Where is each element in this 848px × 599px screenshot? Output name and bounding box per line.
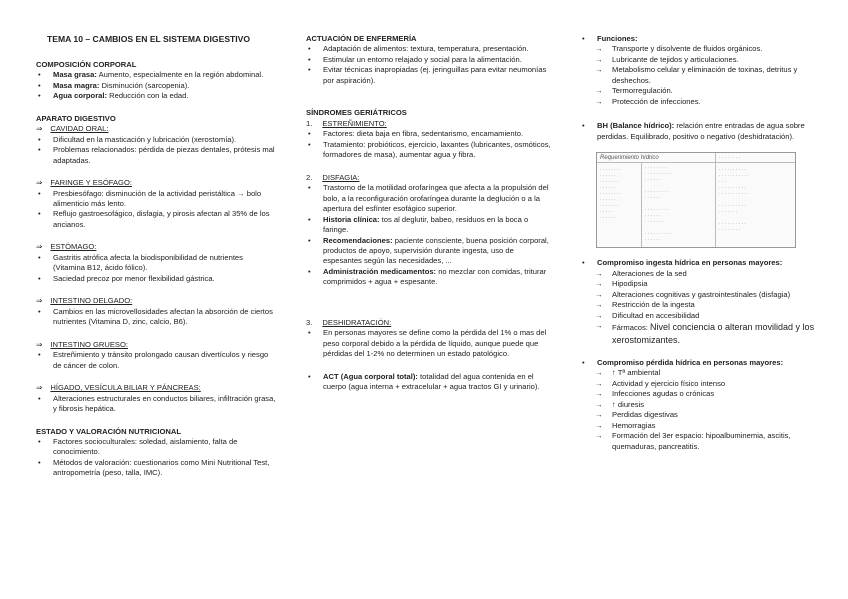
item-key: Administración medicamentos: — [323, 266, 437, 276]
list-item: • Adaptación de alimentos: textura, temperatura, presentación. — [306, 44, 554, 54]
list-item — [306, 267, 554, 288]
section-composicion — [36, 60, 276, 102]
subheading-text: CAVIDAD ORAL: — [50, 124, 109, 134]
list-item: → Actividad y ejercicio físico intenso — [595, 379, 820, 389]
requerimiento-hidrico-table-image — [596, 152, 796, 248]
list-item — [306, 236, 554, 267]
list-item: • Gastritis atrófica afecta la biodisponibilidad de nutrientes (Vitamina B12, ácido fólico). — [36, 253, 276, 274]
list-item: • Presbiesófago: disminución de la actividad peristáltica → bolo alimenticio más lento. — [36, 189, 276, 210]
item-key: Masa magra: — [53, 80, 100, 90]
list-item: • Trastorno de la motilidad orofaríngea que afecta a la propulsión del bolo, a la reconfiguración orofaríngea durante la deglución o a la apertura del esfínter esofágico superior. — [306, 183, 554, 214]
section-perdida — [580, 358, 820, 452]
table-rule — [641, 162, 642, 247]
implies-icon: ⇒ — [36, 383, 43, 393]
section-ingesta — [580, 258, 820, 346]
heading-composicion: COMPOSICIÓN CORPORAL — [36, 59, 137, 69]
implies-icon: ⇒ — [36, 242, 43, 252]
list-item: • Dificultad en la masticación y lubricación (xerostomía). — [36, 135, 276, 145]
section-estomago — [36, 242, 276, 284]
list-item: → Transporte y disolvente de fluidos orgánicos. — [595, 44, 820, 54]
list-item: → Alteraciones de la sed — [595, 269, 820, 279]
heading-text: ESTREÑIMIENTO: — [322, 118, 387, 128]
list-item — [580, 258, 820, 268]
list-item: • Saciedad precoz por menor flexibilidad gástrica. — [36, 274, 276, 284]
list-item: • Estreñimiento y tránsito prolongado causan divertículos y riesgo de cáncer de colon. — [36, 350, 276, 371]
column-2 — [306, 34, 554, 405]
item-value: Disminución (sarcopenia). — [99, 80, 190, 90]
list-item: → ↑ diuresis — [595, 400, 820, 410]
item-key: Compromiso ingesta hídrica en personas mayores: — [597, 258, 783, 268]
list-item: • Cambios en las microvellosidades afectan la absorción de ciertos nutrientes (Vitamina D, zinc, calcio, B6). — [36, 307, 276, 328]
list-item: → Dificultad en accesibilidad — [595, 311, 820, 321]
item-key: Masa grasa: — [53, 70, 97, 80]
table-caption: Requerimiento hídrico — [600, 155, 659, 162]
list-item: • Problemas relacionados: pérdida de piezas dentales, prótesis mal adaptadas. — [36, 145, 276, 166]
item-value: totalidad del agua contenida en el cuerpo (agua interna + extracelular + agua tractos GI y urinario). — [323, 371, 540, 392]
item-value: tos al deglutir, babeo, residuos en la boca o faringe. — [323, 214, 529, 235]
list-item — [306, 372, 554, 393]
section-faringe — [36, 178, 276, 230]
column-3 — [580, 34, 820, 464]
subheading-estomago — [36, 242, 276, 252]
subheading-text: INTESTINO DELGADO: — [50, 296, 133, 306]
page-title: TEMA 10 – CAMBIOS EN EL SISTEMA DIGESTIVO — [47, 34, 251, 44]
implies-icon: ⇒ — [36, 296, 43, 306]
list-item: → Infecciones agudas o crónicas — [595, 389, 820, 399]
subheading-text: FARINGE Y ESÓFAGO: — [50, 178, 132, 188]
list-item: • Tratamiento: probióticos, ejercicio, laxantes (lubricantes, osmóticos, formadores de masa), aumentar agua y fibra. — [306, 140, 554, 161]
subheading-text: HÍGADO, VESÍCULA BILIAR Y PÁNCREAS: — [50, 383, 201, 393]
item-key: Funciones: — [597, 34, 638, 43]
numbered-heading — [306, 173, 554, 183]
item-value: relación entre entradas de agua sobre perdidas. Equilibrado, positivo o negativo (deshidratación). — [597, 121, 805, 141]
list-item — [36, 91, 276, 101]
list-item: → Hemorragias — [595, 421, 820, 431]
subheading-grueso — [36, 340, 276, 350]
item-key: Compromiso pérdida hídrica en personas mayores: — [597, 357, 784, 367]
heading-number: 2. — [306, 172, 313, 182]
section-higado — [36, 383, 276, 414]
list-item: • Alteraciones estructurales en conductos biliares, infiltración grasa, y fibrosis hepática. — [36, 394, 276, 415]
heading-number: 1. — [306, 118, 313, 128]
item-value: Nivel conciencia o alteran movilidad y los xerostomizantes. — [612, 322, 815, 345]
list-item: • Evitar técnicas inapropiadas (ej. jeringuillas para evitar neumonías por aspiración). — [306, 65, 554, 86]
list-item: • Factores: dieta baja en fibra, sedentarismo, encamamiento. — [306, 129, 554, 139]
heading-sindromes: SÍNDROMES GERIÁTRICOS — [306, 108, 407, 118]
list-item — [580, 34, 820, 44]
list-item: • Estimular un entorno relajado y social para la alimentación. — [306, 55, 554, 65]
list-item: • Factores socioculturales: soledad, aislamiento, falta de conocimiento. — [36, 437, 276, 458]
list-item — [595, 321, 820, 346]
list-item: → Metabolismo celular y eliminación de toxinas, detritus y deshechos. — [595, 65, 820, 86]
subheading-faringe — [36, 178, 276, 188]
list-item: • Métodos de valoración: cuestionarios como Mini Nutritional Test, antropometría (peso, talla, IMC). — [36, 458, 276, 479]
section-disfagia — [306, 173, 554, 288]
list-item — [36, 70, 276, 80]
item-value: no mezclar con comidas, triturar comprimidos + agua + espesante. — [323, 266, 547, 287]
heading-text: DISFAGIA: — [322, 172, 360, 182]
list-item: → Perdidas digestivas — [595, 410, 820, 420]
section-estado — [36, 427, 276, 479]
section-deshidratacion — [306, 318, 554, 393]
heading-number: 3. — [306, 317, 313, 327]
implies-icon: ⇒ — [36, 178, 43, 188]
list-item: • En personas mayores se define como la pérdida del 1% o mas del peso corporal debido a la pérdida de líquido, aunque puede que pérdidas del 1-2% no determinen un estado patológico. — [306, 328, 554, 359]
item-key: Agua corporal: — [53, 91, 108, 101]
section-actuacion — [306, 34, 554, 86]
implies-icon: ⇒ — [36, 339, 43, 349]
list-item — [580, 358, 820, 368]
item-value: paciente consciente, buena posición corporal, productos de apoyo, supervisión durante ingesta, uso de espesantes según las necesidades, ... — [323, 235, 549, 266]
table-blurred-text: · · · · · · · · · · · · · · · · · · · · · · · · · · · · · · · · · · · · · · · · · · · · · · · · · · · · · · · · · · · — [600, 167, 622, 220]
list-item: • Reflujo gastroesofágico, disfagia, y pirosis afectan al 35% de los ancianos. — [36, 209, 276, 230]
heading-text: DESHIDRATACIÓN: — [322, 317, 392, 327]
subheading-text: INTESTINO GRUESO: — [50, 339, 129, 349]
subheading-oral — [36, 124, 276, 134]
table-blurred-text: · · · · · · · · · · · · · · · · · · · · · · · · · · · · · · · · · · · · · · · · · · · · · · · · · · · · · · · · · · · · · · · · · · · · · · · · · · · · · — [645, 165, 672, 242]
implies-icon: ⇒ — [36, 124, 43, 134]
heading-actuacion: ACTUACIÓN DE ENFERMERÍA — [306, 34, 417, 43]
list-item — [36, 81, 276, 91]
item-key: Historia clínica: — [323, 214, 380, 224]
list-item: → Lubricante de tejidos y articulaciones. — [595, 55, 820, 65]
item-key: ACT (Agua corporal total): — [323, 371, 418, 381]
numbered-heading — [306, 318, 554, 328]
subheading-text: ESTÓMAGO: — [50, 242, 97, 252]
item-value: Reducción con la edad. — [107, 91, 189, 101]
list-item: → Hipodipsia — [595, 279, 820, 289]
heading-estado: ESTADO Y VALORACIÓN NUTRICIONAL — [36, 426, 181, 436]
subheading-higado — [36, 383, 276, 393]
list-item: → Restricción de la ingesta — [595, 300, 820, 310]
list-item — [306, 215, 554, 236]
list-item: → Alteraciones cognitivas y gastrointestinales (disfagia) — [595, 290, 820, 300]
section-estrenimiento — [306, 119, 554, 161]
section-grueso — [36, 340, 276, 371]
table-rule — [715, 153, 716, 247]
heading-aparato: APARATO DIGESTIVO — [36, 113, 116, 123]
list-item: → ↑ Tª ambiental — [595, 368, 820, 378]
numbered-heading — [306, 119, 554, 129]
list-item: → Protección de infecciones. — [595, 97, 820, 107]
list-item — [580, 121, 820, 142]
item-key: Recomendaciones: — [323, 235, 393, 245]
section-delgado — [36, 296, 276, 327]
item-value: Aumento, especialmente en la región abdominal. — [96, 70, 264, 80]
section-oral — [36, 124, 276, 166]
list-item: → Termorregulación. — [595, 86, 820, 96]
section-funciones — [580, 34, 820, 107]
column-1 — [36, 34, 276, 491]
list-item: → Formación del 3er espacio: hipoalbuminemia, ascitis, quemaduras, pancreatitis. — [595, 431, 820, 452]
table-blurred-text: · · · · · · · · · · · · · · · · · · · · · · · · · · · · · · · · · · · · · · · · · · · · · · · · · · · · · · · · · · · · · · · · · · · · · · · · · · · · · · · · · · · · · · · · — [719, 155, 749, 232]
subheading-delgado — [36, 296, 276, 306]
item-key: BH (Balance hídrico): — [597, 121, 675, 131]
item-key: Fármacos: — [612, 323, 650, 333]
